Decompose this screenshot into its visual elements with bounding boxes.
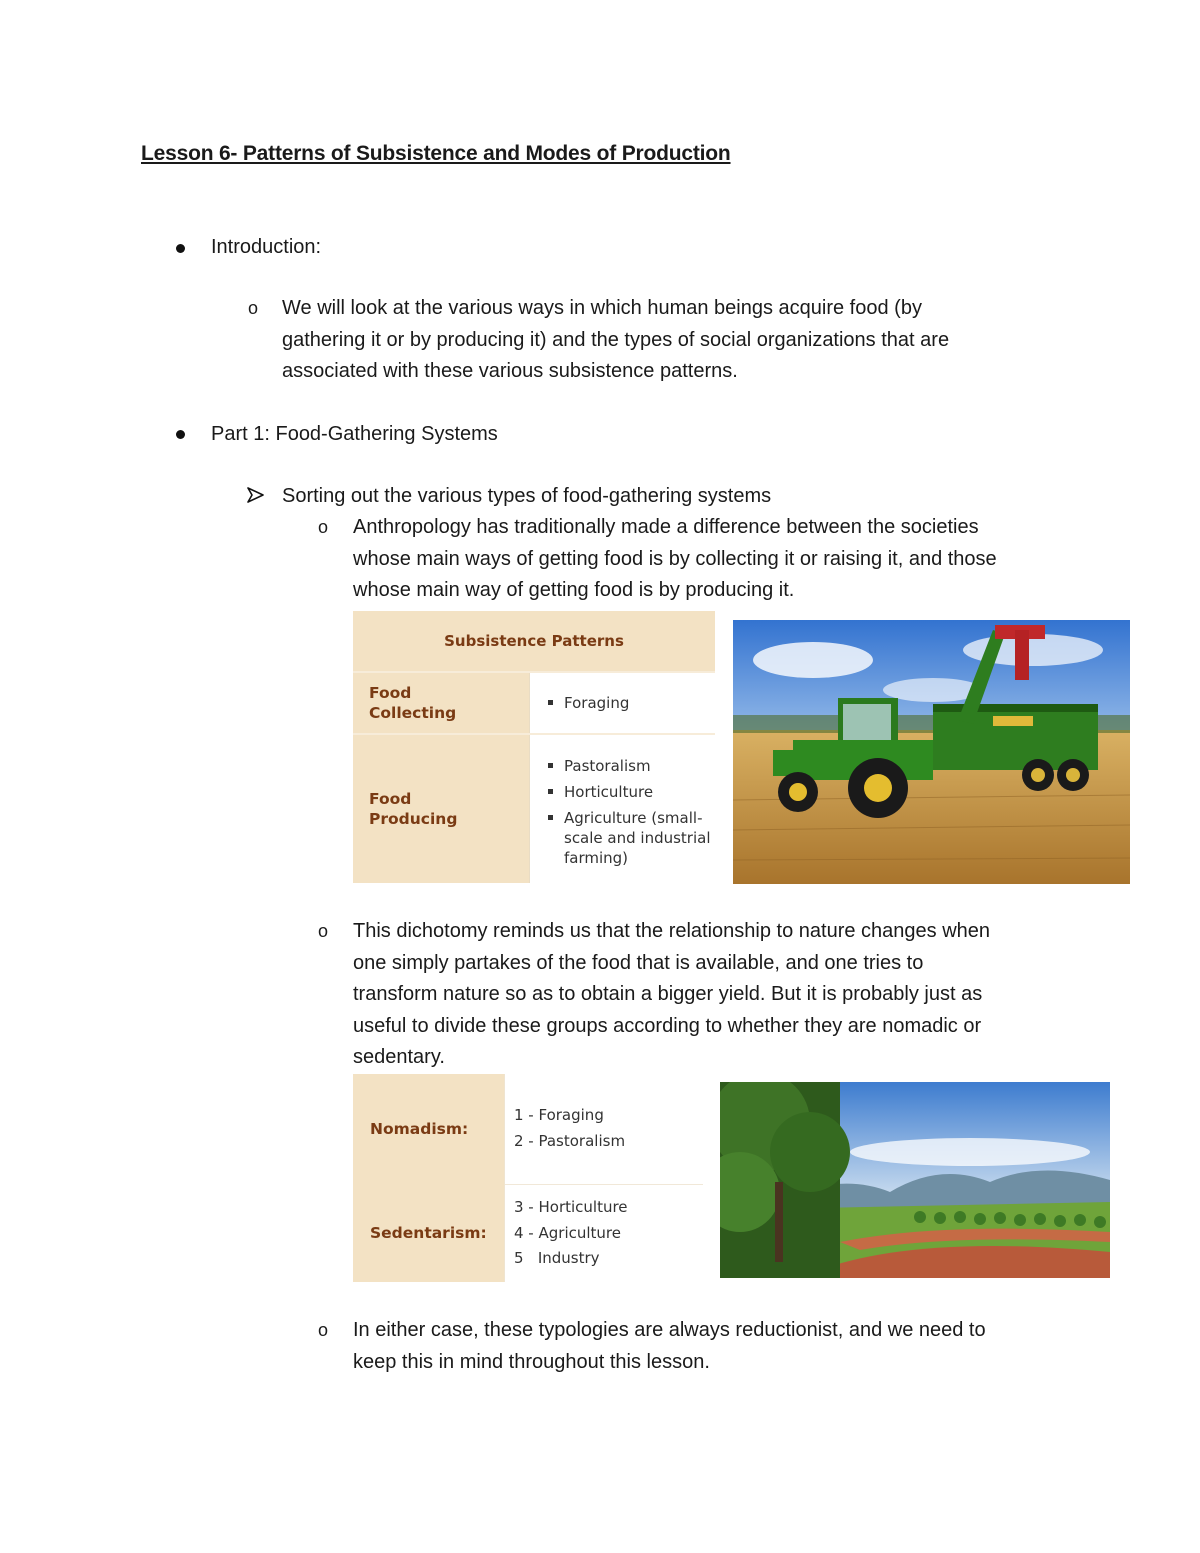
item-text: farming): [564, 849, 629, 867]
para3-line-1: In either case, these typologies are always reductionist, and we need to: [353, 1319, 986, 1341]
subsistence-patterns-table: [353, 611, 715, 883]
para1-line-2: whose main ways of getting food is by collecting it or raising it, and those: [353, 548, 997, 570]
food-collecting-label: [353, 672, 530, 734]
list-item: 1 - Foraging: [514, 1106, 604, 1125]
circle-bullet-icon: o: [318, 921, 329, 941]
page-title: Lesson 6- Patterns of Subsistence and Modes of Production: [141, 142, 731, 165]
list-item: Pastoralism: [548, 756, 715, 776]
intro-text-line-3: associated with these various subsistence patterns.: [282, 360, 738, 382]
food-producing-items: [530, 734, 716, 883]
item-text: scale and industrial: [564, 829, 711, 847]
para2-line-4: useful to divide these groups according to whether they are nomadic or: [353, 1015, 982, 1037]
list-item: Foraging: [548, 693, 715, 713]
para3-line-2: keep this in mind throughout this lesson.: [353, 1351, 710, 1373]
list-item: Horticulture: [548, 782, 715, 802]
para2-line-5: sedentary.: [353, 1046, 445, 1068]
arrow-bullet-icon: [247, 487, 265, 503]
tractor-photo: [733, 620, 1130, 884]
sedentarism-items: [505, 1184, 704, 1282]
list-item: [548, 808, 715, 868]
circle-bullet-icon: o: [318, 1320, 329, 1340]
list-item: 4 - Agriculture: [514, 1223, 621, 1242]
list-item: 2 - Pastoralism: [514, 1131, 626, 1150]
para2-line-3: transform nature so as to obtain a bigger yield. But it is probably just as: [353, 983, 983, 1005]
para1-line-1: Anthropology has traditionally made a difference between the societies: [353, 516, 979, 538]
sedentarism-label: Sedentarism:: [353, 1184, 505, 1282]
nomadism-label: Nomadism:: [353, 1074, 505, 1184]
nomadism-items: [505, 1074, 704, 1184]
bullet-dot-icon: [176, 430, 185, 439]
landscape-photo: [720, 1082, 1110, 1278]
landscape-photo-icon: [720, 1082, 1110, 1278]
label-line: Collecting: [369, 704, 457, 722]
label-line: Food: [369, 790, 412, 808]
bullet-dot-icon: [176, 244, 185, 253]
intro-text-line-2: gathering it or by producing it) and the types of social organizations that are: [282, 329, 950, 351]
intro-heading: Introduction:: [211, 236, 322, 258]
part1-heading: Part 1: Food-Gathering Systems: [211, 423, 498, 445]
circle-bullet-icon: o: [318, 517, 329, 537]
list-item: 3 - Horticulture: [514, 1198, 628, 1216]
food-collecting-items: [530, 672, 716, 734]
nomadism-sedentarism-table: [353, 1074, 703, 1282]
food-producing-label: [353, 734, 530, 883]
intro-text-line-1: We will look at the various ways in which human beings acquire food (by: [282, 297, 922, 319]
list-item: 5 Industry: [514, 1249, 600, 1267]
item-text: Agriculture (small-: [564, 809, 703, 827]
label-line: Producing: [369, 810, 458, 828]
table-header: Subsistence Patterns: [353, 611, 715, 672]
circle-bullet-icon: o: [248, 298, 259, 318]
para2-line-1: This dichotomy reminds us that the relationship to nature changes when: [353, 920, 991, 942]
para1-line-3: whose main way of getting food is by producing it.: [353, 579, 795, 601]
label-line: Food: [369, 684, 412, 702]
sorting-heading: Sorting out the various types of food-gathering systems: [282, 485, 772, 507]
tractor-photo-icon: [733, 620, 1130, 884]
para2-line-2: one simply partakes of the food that is available, and one tries to: [353, 952, 924, 974]
